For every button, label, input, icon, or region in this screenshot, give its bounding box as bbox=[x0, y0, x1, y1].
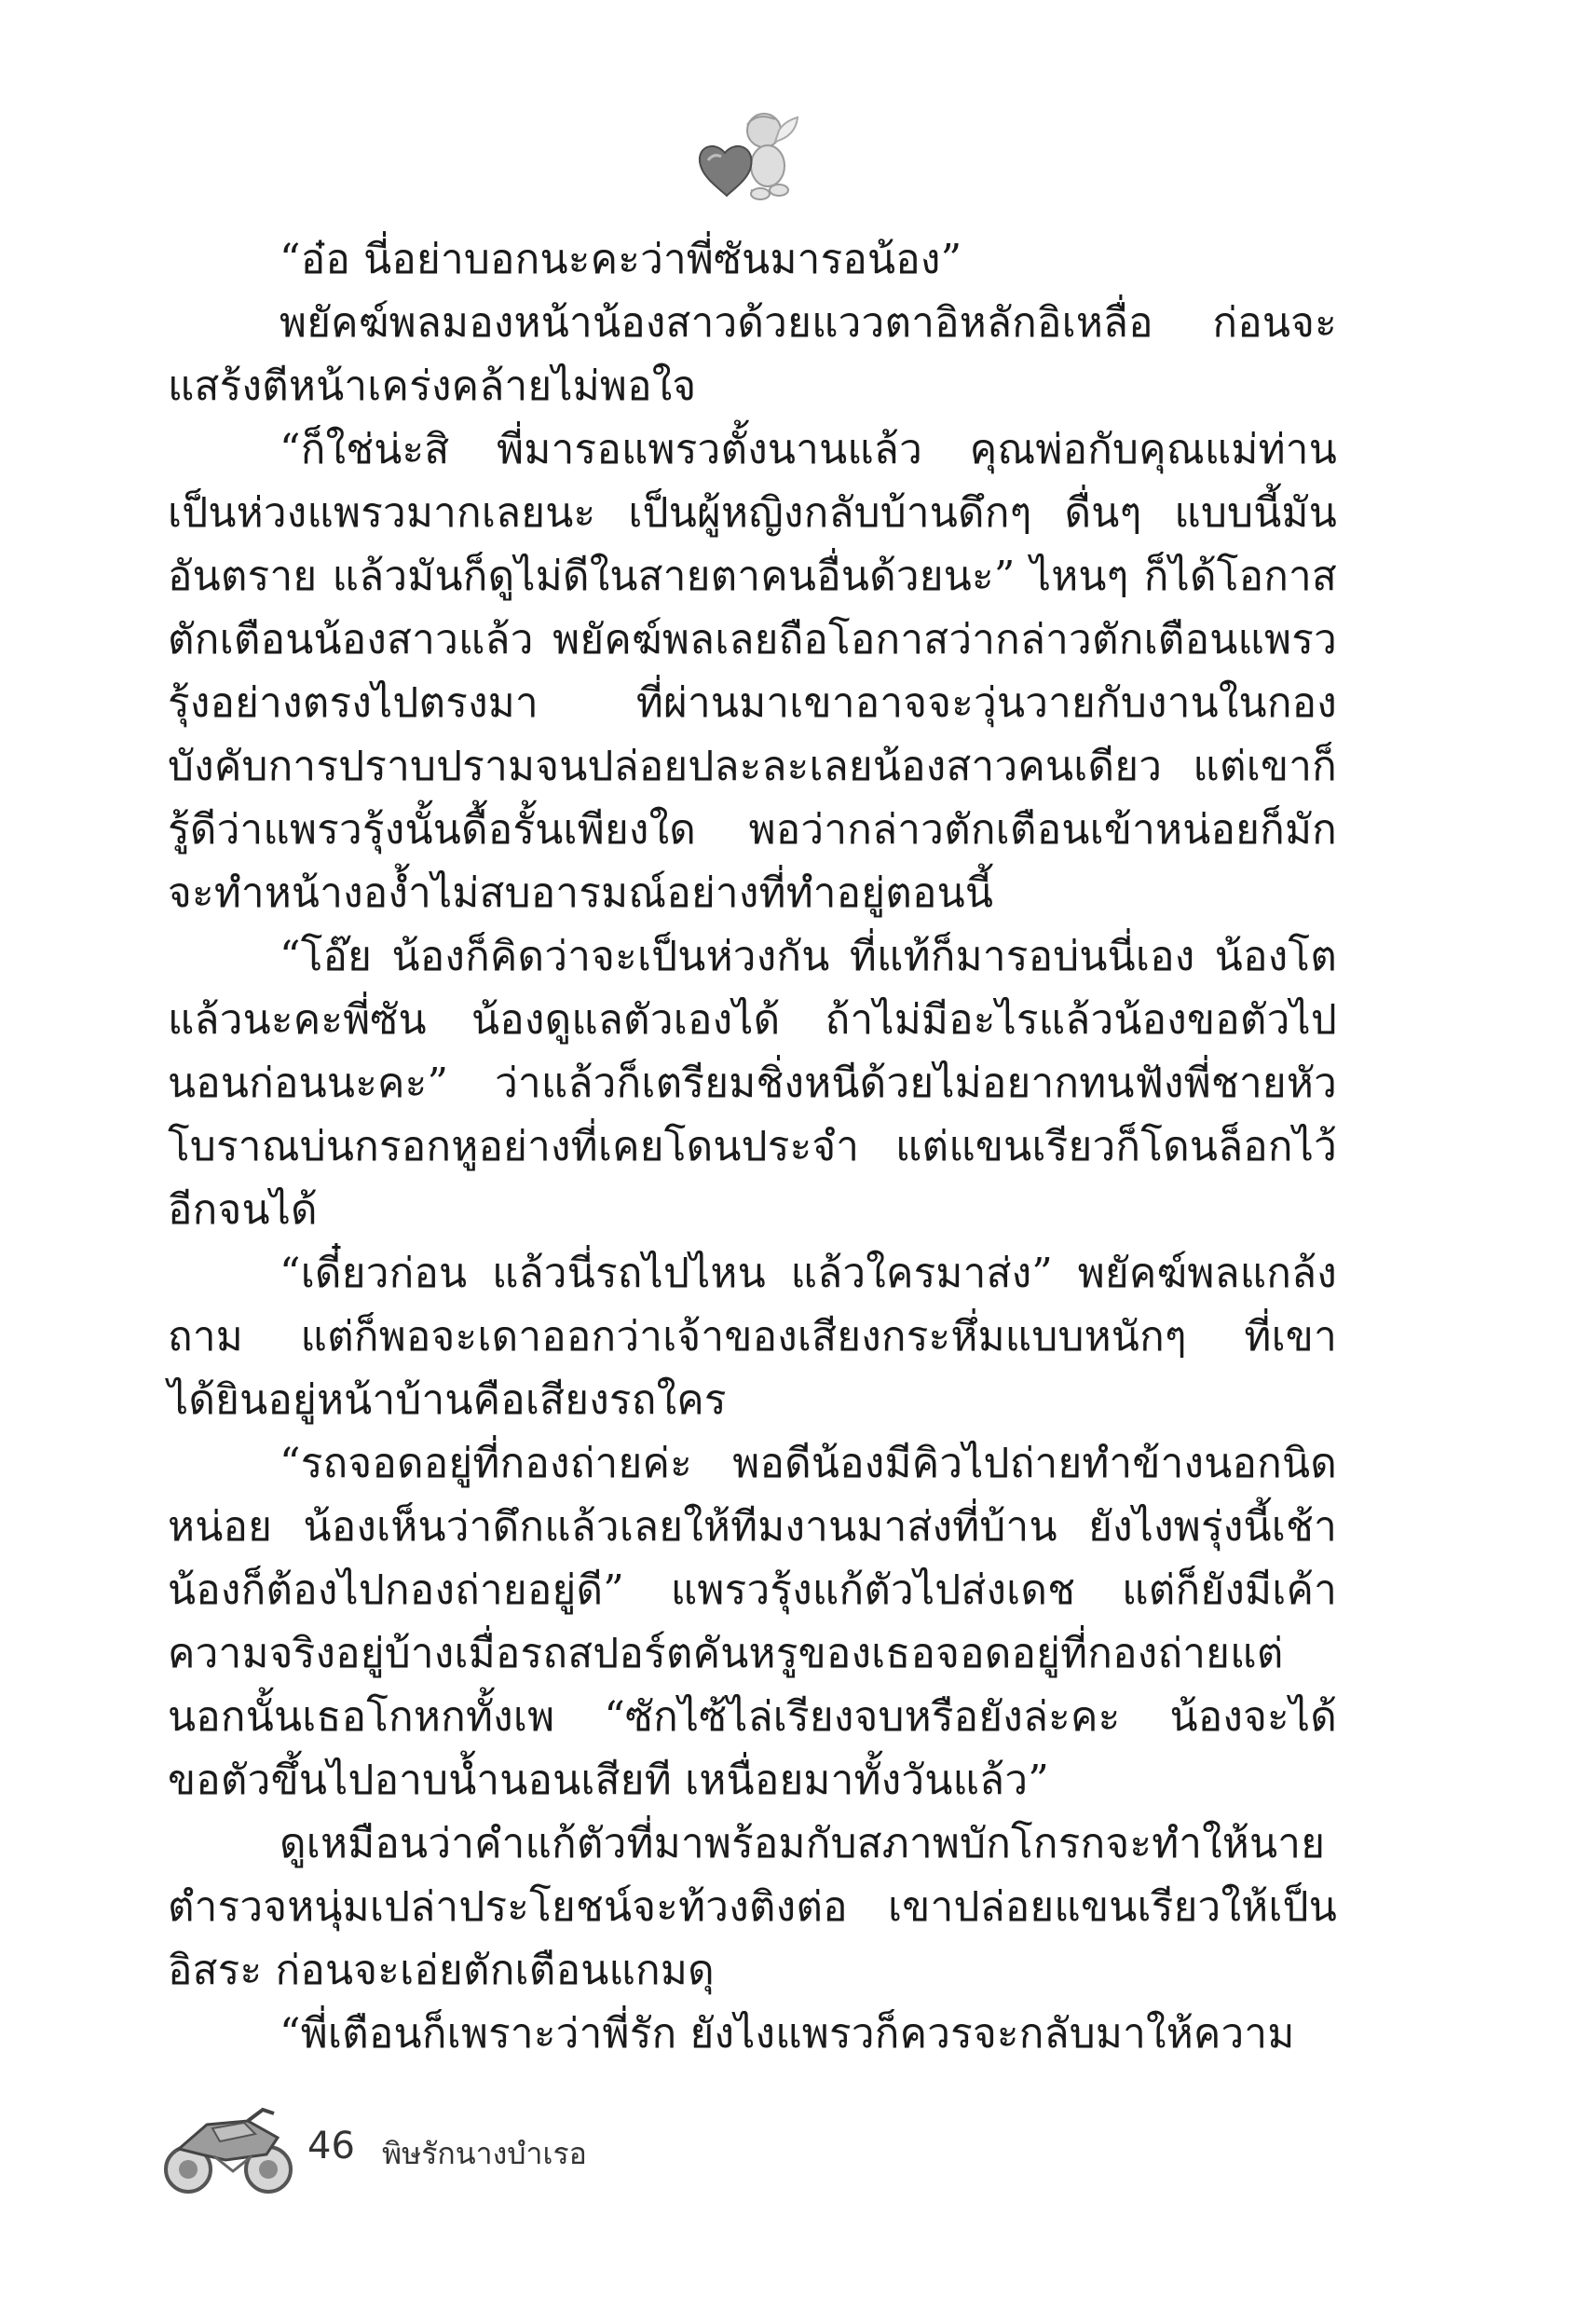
paragraph: “รถจอดอยู่ที่กองถ่ายค่ะ พอดีน้องมีคิวไปถ่ายทำข้างนอกนิดหน่อย น้องเห็นว่าดึกแล้วเลยให้ทีมงานมาส่งที่บ้าน ยังไงพรุ่งนี้เช้าน้องก็ต้องไปกองถ่ายอยู่ดี” แพรวรุ้งแก้ตัวไปส่งเดช แต่ก็ยังมีเค้าความจริงอยู่บ้างเมื่อรถสปอร์ตคันหรูของเธอจอดอยู่ที่กองถ่ายแต่นอกนั้นเธอโกหกทั้งเพ “ซักไซ้ไล่เรียงจบหรือยังล่ะคะ น้องจะได้ขอตัวขึ้นไปอาบน้ำนอนเสียที เหนื่อยมาทั้งวันแล้ว” bbox=[168, 1440, 1337, 1804]
book-title: พิษรักนางบำเรอ bbox=[382, 2136, 587, 2171]
page-footer bbox=[158, 2097, 811, 2199]
cupid-heart-icon bbox=[689, 104, 801, 207]
motorcycle-icon bbox=[158, 2097, 298, 2199]
page-number: 46 bbox=[307, 2125, 355, 2167]
paragraph: ดูเหมือนว่าคำแก้ตัวที่มาพร้อมกับสภาพบักโกรกจะทำให้นายตำรวจหนุ่มเปล่าประโยชน์จะท้วงติงต่อ เขาปล่อยแขนเรียวให้เป็นอิสระ ก่อนจะเอ่ยตักเตือนแกมดุ bbox=[168, 1820, 1337, 1994]
paragraph: “อ๋อ นี่อย่าบอกนะคะว่าพี่ซันมารอน้อง” bbox=[280, 236, 962, 283]
paragraph: “ก็ใช่น่ะสิ พี่มารอแพรวตั้งนานแล้ว คุณพ่อกับคุณแม่ท่านเป็นห่วงแพรวมากเลยนะ เป็นผู้หญิงกลับบ้านดึกๆ ดื่นๆ แบบนี้มันอันตราย แล้วมันก็ดูไม่ดีในสายตาคนอื่นด้วยนะ” ไหนๆ ก็ได้โอกาสตักเตือนน้องสาวแล้ว พยัคฆ์พลเลยถือโอกาสว่ากล่าวตักเตือนแพรวรุ้งอย่างตรงไปตรงมา ที่ผ่านมาเขาอาจจะวุ่นวายกับงานในกองบังคับการปราบปรามจนปล่อยปละละเลยน้องสาวคนเดียว แต่เขาก็รู้ดีว่าแพรวรุ้งนั้นดื้อรั้นเพียงใด พอว่ากล่าวตักเตือนเข้าหน่อยก็มักจะทำหน้างองํ้าไม่สบอารมณ์อย่างที่ทำอยู่ตอนนี้ bbox=[168, 426, 1337, 917]
paragraph: “โอ๊ย น้องก็คิดว่าจะเป็นห่วงกัน ที่แท้ก็มารอบ่นนี่เอง น้องโตแล้วนะคะพี่ซัน น้องดูแลตัวเองได้ ถ้าไม่มีอะไรแล้วน้องขอตัวไปนอนก่อนนะคะ” ว่าแล้วก็เตรียมชิ่งหนีด้วยไม่อยากทนฟังพี่ชายหัวโบราณบ่นกรอกหูอย่างที่เคยโดนประจำ แต่แขนเรียวก็โดนล็อกไว้อีกจนได้ bbox=[168, 933, 1337, 1234]
paragraph: พยัคฆ์พลมองหน้าน้องสาวด้วยแววตาอิหลักอิเหลื่อ ก่อนจะแสร้งตีหน้าเคร่งคล้ายไม่พอใจ bbox=[168, 299, 1337, 410]
chapter-body-text bbox=[168, 228, 1337, 2066]
paragraph: “เดี๋ยวก่อน แล้วนี่รถไปไหน แล้วใครมาส่ง” พยัคฆ์พลแกล้งถาม แต่ก็พอจะเดาออกว่าเจ้าของเสียงกระหึ่มแบบหนักๆ ที่เขาได้ยินอยู่หน้าบ้านคือเสียงรถใคร bbox=[168, 1250, 1337, 1424]
paragraph: “พี่เตือนก็เพราะว่าพี่รัก ยังไงแพรวก็ควรจะกลับมาให้ความ bbox=[280, 2010, 1295, 2058]
